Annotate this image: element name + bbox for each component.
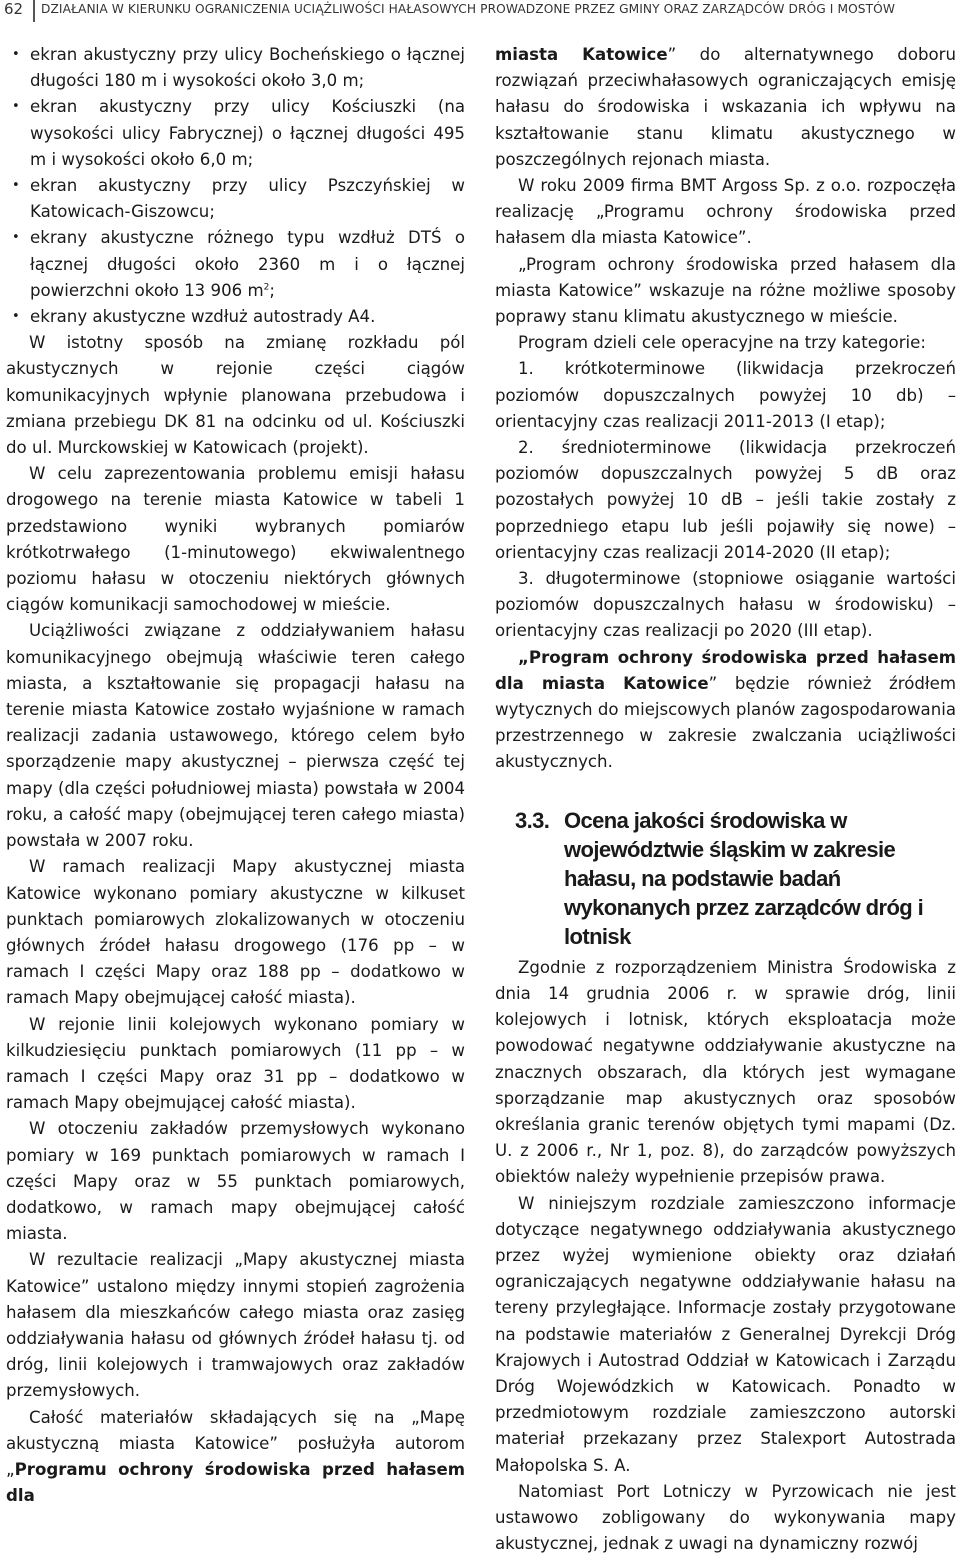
paragraph: Całość materiałów składających się na „Mapę akustyczną miasta Katowice” posłużyła autorom „Programu ochrony środowiska przed hałasem dla	[6, 1407, 465, 1506]
program-title-bold: Programu ochrony środowiska przed hałasem dla	[6, 1459, 465, 1506]
page-number: 62	[4, 0, 24, 18]
paragraph: Uciążliwości związane z oddziaływaniem hałasu komunikacyjnego obejmują właściwie teren całego miasta, a kształtowanie się propagacji hałasu na terenie miasta Katowice zostało wyjaśnione w ramach realizacji zadania ustawowego, którego celem było sporządzenie mapy akustycznej – pierwsza część tej mapy (dla części południowej miasta) powstała w 2004 roku, a całość mapy (obejmującej teren całego miasta) powstała w 2007 roku.	[6, 621, 465, 851]
objectives-list	[495, 356, 956, 644]
paragraph: miasta Katowice” do alternatywnego doboru rozwiązań przeciwhałasowych ograniczających emisję hałasu do środowiska i wskazania ich wpływu na kształtowanie stanu klimatu akustycznego w poszczególnych rejonach miasta.	[495, 45, 956, 169]
list-item: • ekrany akustyczne różnego typu wzdłuż DTŚ o łącznej długości około 2360 m i o łącznej powierzchni około 13 906 $m^2$;	[6, 225, 465, 304]
paragraph: W roku 2009 firma BMT Argoss Sp. z o.o. rozpoczęła realizację „Programu ochrony środowiska przed hałasem dla miasta Katowice”.	[495, 176, 956, 248]
section-heading	[495, 806, 956, 951]
paragraph: W ramach realizacji Mapy akustycznej miasta Katowice wykonano pomiary akustyczne w kilkuset punktach pomiarowych zlokalizowanych w otoczeniu głównych źródeł hałasu drogowego (176 pp – w ramach I części Mapy oraz 188 pp – dodatkowo w ramach Mapy obejmującej całość miasta).	[6, 857, 465, 1008]
header-divider	[33, 0, 35, 22]
paragraph: „Program ochrony środowiska przed hałasem dla miasta Katowice” będzie również źródłem wytycznych do miejscowych planów zagospodarowania przestrzennego w zakresie zwalczania uciążliwości akustycznych.	[495, 647, 956, 772]
paragraph: Natomiast Port Lotniczy w Pyrzowicach nie jest ustawowo zobligowany do wykonywania mapy akustycznej, jednak z uwagi na dynamiczny rozwój	[495, 1481, 956, 1554]
list-item: 1. krótkoterminowe (likwidacja przekroczeń poziomów dopuszczalnych powyżej 10 db) – orientacyjny czas realizacji 2011-2013 (I etap);	[495, 359, 956, 431]
list-item: • ekrany akustyczne wzdłuż autostrady A4.	[6, 304, 465, 330]
superscript: 2	[263, 282, 270, 293]
paragraph: W istotny sposób na zmianę rozkładu pól akustycznych w rejonie części ciągów komunikacyjnych wpłynie planowana przebudowa i zmiana przebiegu DK 81 na odcinku od ul. Kościuszki do ul. Murckowskiej w Katowicach (projekt).	[6, 333, 465, 458]
list-item: • ekran akustyczny przy ulicy Pszczyńskiej w Katowicach-Giszowcu;	[6, 173, 465, 225]
paragraph: W rezultacie realizacji „Mapy akustycznej miasta Katowice” ustalono między innymi stopień zagrożenia hałasem dla mieszkańców całego miasta oraz zasięg oddziaływania hałasu od głównych źródeł hałasu tj. od dróg, linii kolejowych i tramwajowych oraz zakładów przemysłowych.	[6, 1250, 465, 1401]
list-item: • ekran akustyczny przy ulicy Kościuszki (na wysokości ulicy Fabrycznej) o łącznej długości 495 m i wysokości około 6,0 m;	[6, 94, 465, 173]
left-column	[6, 42, 465, 1509]
paragraph: W rejonie linii kolejowych wykonano pomiary w kilkudziesięciu punktach pomiarowych (11 pp – w ramach I części Mapy oraz 31 pp – dodatkowo w ramach Mapy obejmującej całość miasta).	[6, 1014, 465, 1113]
page-header	[0, 0, 960, 26]
section-title: Ocena jakości środowiska w województwie śląskim w zakresie hałasu, na podstawie badań wykonanych przez zarządców dróg i lotnisk	[564, 807, 924, 949]
section-number: 3.3.	[515, 807, 550, 833]
paragraph: Zgodnie z rozporządzeniem Ministra Środowiska z dnia 14 grudnia 2006 r. w sprawie dróg, linii kolejowych i lotnisk, których eksploatacja może powodować negatywne oddziaływanie akustyczne na znacznych obszarach, dla których jest wymagane sporządzanie map akustycznych oraz sposobów określania granic terenów objętych tymi mapami (Dz. U. z 2006 r., Nr 1, poz. 8), do zarządców powyższych obiektów należy wypełnienie przepisów prawa.	[495, 957, 956, 1187]
paragraph: W celu zaprezentowania problemu emisji hałasu drogowego na terenie miasta Katowice w tabeli 1 przedstawiono wyniki wybranych pomiarów krótkotrwałego (1-minutowego) ekwiwalentnego poziomu hałasu w otoczeniu niektórych głównych ciągów komunikacji samochodowej w mieście.	[6, 464, 465, 615]
list-item: 2. średnioterminowe (likwidacja przekroczeń poziomów dopuszczalnych powyżej 5 dB oraz pozostałych powyżej 10 dB – jeśli takie zostały z poprzedniego etapu lub jeśli pojawiły się nowe) – orientacyjny czas realizacji 2014-2020 (II etap);	[495, 438, 956, 562]
list-item: • ekran akustyczny przy ulicy Bocheńskiego o łącznej długości 180 m i wysokości około 3,0 m;	[6, 42, 465, 94]
paragraph: W otoczeniu zakładów przemysłowych wykonano pomiary w 169 punktach pomiarowych w ramach I części Mapy oraz w 55 punktach pomiarowych, dodatkowo, w ramach mapy obejmującej całość miasta.	[6, 1119, 465, 1244]
noise-barrier-list	[6, 42, 465, 330]
paragraph: „Program ochrony środowiska przed hałasem dla miasta Katowice” wskazuje na różne możliwe sposoby poprawy stanu klimatu akustycznego w mieście.	[495, 254, 956, 327]
paragraph: W niniejszym rozdziale zamieszczono informacje dotyczące negatywnego oddziaływania akustycznego przez wyżej wymienione obiekty oraz działań ograniczających negatywne oddziaływanie hałasu na tereny przyległające. Informacje zostały przygotowane na podstawie materiałów z Generalnej Dyrekcji Dróg Krajowych i Autostrad Oddział w Katowicach i Zarządu Dróg Wojewódzkich w Katowicach. Ponadto w przedmiotowym rozdziale zamieszczono autorski materiał przekazany przez Stalexport Autostrada Małopolska S. A.	[495, 1193, 956, 1475]
paragraph: Program dzieli cele operacyjne na trzy kategorie:	[518, 333, 926, 353]
right-column	[495, 42, 956, 1557]
list-item: 3. długoterminowe (stopniowe osiąganie wartości poziomów dopuszczalnych hałasu w środowisku) – orientacyjny czas realizacji po 2020 (III etap).	[495, 569, 956, 641]
running-title: DZIAŁANIA W KIERUNKU OGRANICZENIA UCIĄŻLIWOŚCI HAŁASOWYCH PROWADZONE PRZEZ GMINY ORAZ ZARZĄDCÓW DRÓG I MOSTÓW	[41, 2, 896, 16]
